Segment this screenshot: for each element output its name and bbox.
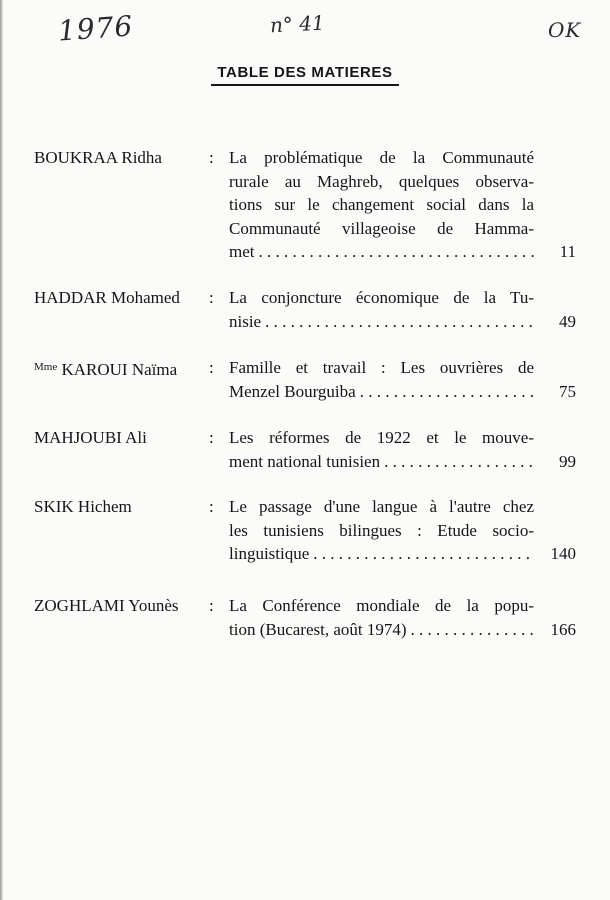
toc-line: Les réformes de 1922 et le mouve- — [229, 428, 534, 447]
handwritten-year: 1976 — [56, 9, 135, 48]
page-edge — [0, 0, 3, 900]
toc-colon: : — [209, 428, 214, 447]
toc-page-number: 140 — [550, 544, 576, 563]
toc-line: tions sur le changement social dans la — [229, 195, 534, 214]
toc-description — [229, 495, 534, 566]
toc-line: Famille et travail : Les ouvrières de — [229, 358, 534, 377]
toc-last-line — [229, 542, 534, 566]
toc-colon: : — [209, 358, 214, 377]
handwritten-ok: OK — [548, 18, 582, 42]
toc-page-number: 99 — [559, 452, 576, 471]
toc-line-end: tion (Bucarest, août 1974) — [229, 619, 407, 639]
toc-description — [229, 356, 534, 403]
toc-author: BOUKRAA Ridha — [34, 148, 162, 167]
toc-description — [229, 426, 534, 473]
toc-last-line — [229, 240, 534, 264]
toc-line-end: nisie — [229, 311, 262, 331]
toc-line: les tunisiens bilingues : Etude socio- — [229, 520, 534, 540]
page-title-wrap — [0, 64, 610, 86]
toc-author: ZOGHLAMI Younès — [34, 596, 179, 615]
toc-line: La conjoncture économique de la Tu- — [229, 288, 534, 307]
toc-author: MAHJOUBI Ali — [34, 428, 147, 447]
toc-author: HADDAR Mohamed — [34, 288, 180, 307]
toc-page-number: 75 — [559, 382, 576, 401]
toc-line-end: ment national tunisien — [229, 451, 381, 471]
toc-line: La problématique de la Communauté — [229, 148, 534, 167]
dot-leader — [360, 380, 534, 404]
toc-last-line — [229, 450, 534, 474]
toc-page-number: 166 — [550, 620, 576, 639]
toc-colon: : — [209, 497, 214, 516]
toc-colon: : — [209, 288, 214, 307]
toc-description — [229, 286, 534, 333]
toc-last-line — [229, 310, 534, 334]
toc-line: Le passage d'une langue à l'autre chez — [229, 497, 534, 516]
dot-leader — [411, 618, 534, 642]
toc-line-end: Menzel Bourguiba — [229, 381, 356, 401]
toc-line-end: linguistique — [229, 544, 310, 563]
toc-page-number: 11 — [559, 242, 576, 261]
handwritten-number: n° 41 — [269, 10, 326, 38]
page-title: TABLE DES MATIERES — [211, 64, 398, 86]
dot-leader — [313, 542, 534, 566]
toc-last-line — [229, 618, 534, 642]
toc-author: SKIK Hichem — [34, 497, 132, 516]
toc-page-number: 49 — [559, 312, 576, 331]
dot-leader — [384, 450, 534, 474]
dot-leader — [265, 310, 534, 334]
toc-line: rurale au Maghreb, quelques observa- — [229, 171, 534, 191]
toc-line: La Conférence mondiale de la popu- — [229, 596, 534, 615]
toc-colon: : — [209, 148, 214, 167]
toc-line-end: met — [229, 242, 255, 261]
dot-leader — [259, 240, 535, 264]
toc-author-name: KAROUI Naïma — [61, 360, 178, 379]
toc-line: Communauté villageoise de Hamma- — [229, 218, 534, 238]
toc-description — [229, 594, 534, 641]
author-title-prefix: Mme — [34, 361, 58, 373]
toc-description — [229, 146, 534, 264]
toc-author — [34, 356, 177, 382]
toc-colon: : — [209, 596, 214, 615]
toc-last-line — [229, 380, 534, 404]
